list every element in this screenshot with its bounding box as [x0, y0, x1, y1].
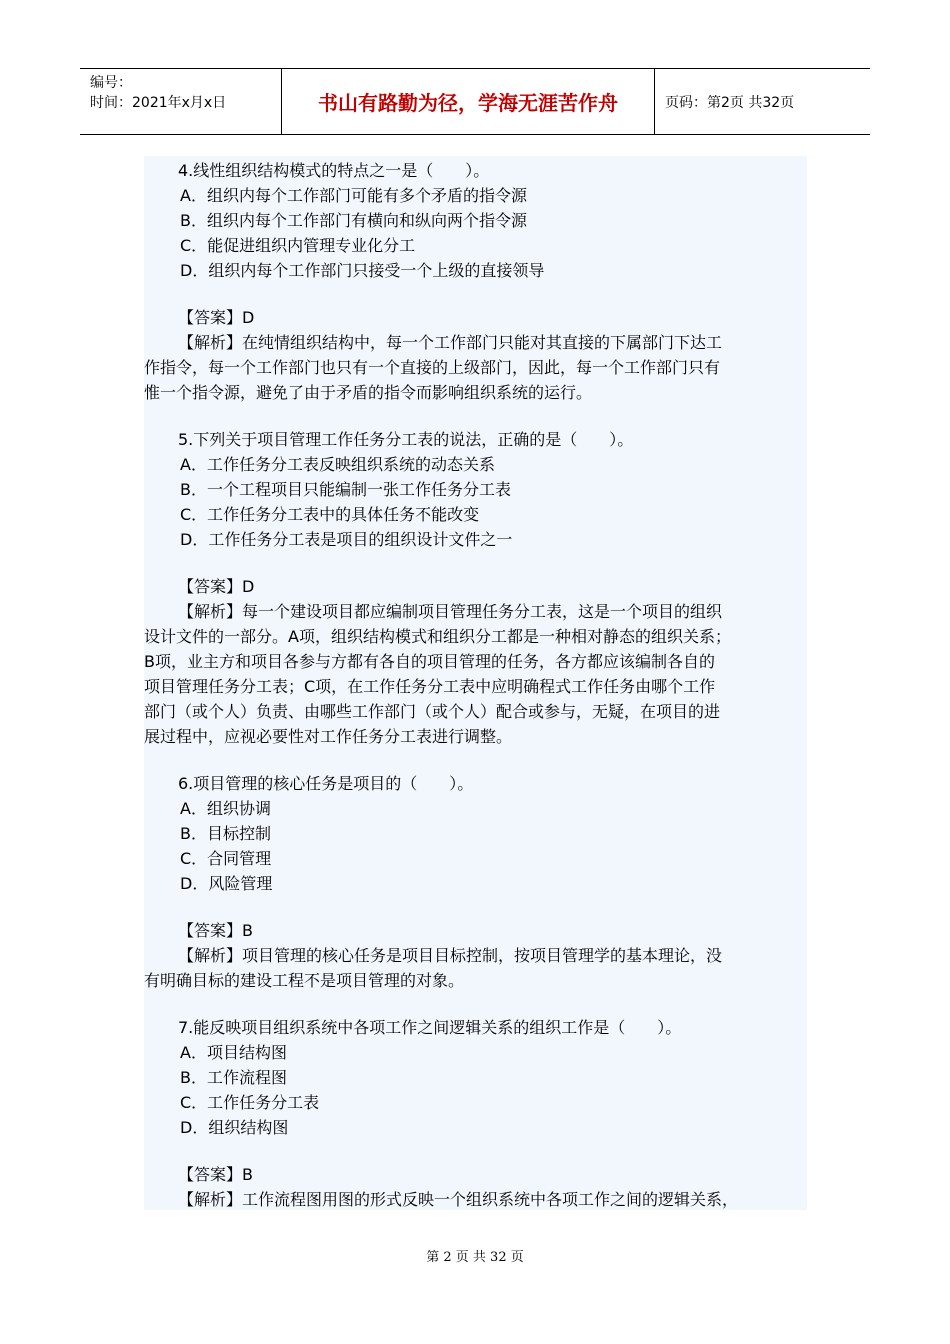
question-5-option-c: C．工作任务分工表中的具体任务不能改变 [180, 505, 480, 524]
question-6-analysis: 有明确目标的建设工程不是项目管理的对象。 [144, 971, 465, 990]
question-5-analysis: 展过程中，应视必要性对工作任务分工表进行调整。 [144, 727, 513, 746]
question-4-option-d: D．组织内每个工作部门只接受一个上级的直接领导 [180, 261, 545, 280]
header-motto: 书山有路勤为径，学海无涯苦作舟 [282, 69, 655, 134]
question-4-analysis: 惟一个指令源，避免了由于矛盾的指令而影响组织系统的运行。 [144, 383, 593, 402]
question-4-analysis: 作指令，每一个工作部门也只有一个直接的上级部门，因此，每一个工作部门只有 [144, 358, 721, 377]
question-6-analysis: 【解析】项目管理的核心任务是项目目标控制，按项目管理学的基本理论，没 [178, 946, 723, 965]
header-meta-cell [80, 69, 282, 134]
question-6-option-b: B．目标控制 [180, 824, 271, 843]
question-4-option-b: B．组织内每个工作部门有横向和纵向两个指令源 [180, 211, 527, 230]
question-7-stem: 7.能反映项目组织系统中各项工作之间逻辑关系的组织工作是（ ）。 [178, 1018, 682, 1037]
question-6-stem: 6.项目管理的核心任务是项目的（ ）。 [178, 774, 474, 793]
time-label: 时间：2021年x月x日 [90, 95, 227, 111]
question-7-option-d: D．组织结构图 [180, 1118, 289, 1137]
question-5-analysis: B项，业主方和项目各参与方都有各自的项目管理的任务，各方都应该编制各自的 [144, 652, 715, 671]
question-6-option-d: D．风险管理 [180, 874, 273, 893]
question-5-analysis: 项目管理任务分工表；C项，在工作任务分工表中应明确程式工作任务由哪个工作 [144, 677, 716, 696]
question-5-option-d: D．工作任务分工表是项目的组织设计文件之一 [180, 530, 513, 549]
question-4-answer: 【答案】D [178, 308, 255, 327]
question-6-option-c: C．合同管理 [180, 849, 272, 868]
question-5-stem: 5.下列关于项目管理工作任务分工表的说法，正确的是（ ）。 [178, 430, 634, 449]
question-5-answer: 【答案】D [178, 577, 255, 596]
question-7-option-b: B．工作流程图 [180, 1068, 287, 1087]
question-4-option-a: A．组织内每个工作部门可能有多个矛盾的指令源 [180, 186, 527, 205]
question-6-option-a: A．组织协调 [180, 799, 271, 818]
question-5-option-a: A．工作任务分工表反映组织系统的动态关系 [180, 455, 495, 474]
question-5-analysis: 设计文件的一部分。A项，组织结构模式和组织分工都是一种相对静态的组织关系； [144, 627, 731, 646]
question-7-answer: 【答案】B [178, 1165, 253, 1184]
question-5-analysis: 部门（或个人）负责、由哪些工作部门（或个人）配合或参与，无疑，在项目的进 [144, 702, 721, 721]
header-page-info: 页码：第2页 共32页 [665, 94, 795, 111]
question-7-option-a: A．项目结构图 [180, 1043, 287, 1062]
question-6-answer: 【答案】B [178, 921, 253, 940]
question-4-stem: 4.线性组织结构模式的特点之一是（ ）。 [178, 161, 490, 180]
question-5-analysis: 【解析】每一个建设项目都应编制项目管理任务分工表，这是一个项目的组织 [178, 602, 723, 621]
page-footer: 第 2 页 共 32 页 [426, 1250, 524, 1265]
question-7-analysis: 【解析】工作流程图用图的形式反映一个组织系统中各项工作之间的逻辑关系， [178, 1190, 739, 1209]
question-7-option-c: C．工作任务分工表 [180, 1093, 320, 1112]
question-4-option-c: C．能促进组织内管理专业化分工 [180, 236, 416, 255]
question-4-analysis: 【解析】在纯情组织结构中，每一个工作部门只能对其直接的下属部门下达工 [178, 333, 723, 352]
page-header [80, 68, 870, 135]
number-label: 编号： [90, 75, 132, 91]
question-5-option-b: B．一个工程项目只能编制一张工作任务分工表 [180, 480, 511, 499]
document-body [144, 156, 807, 1210]
